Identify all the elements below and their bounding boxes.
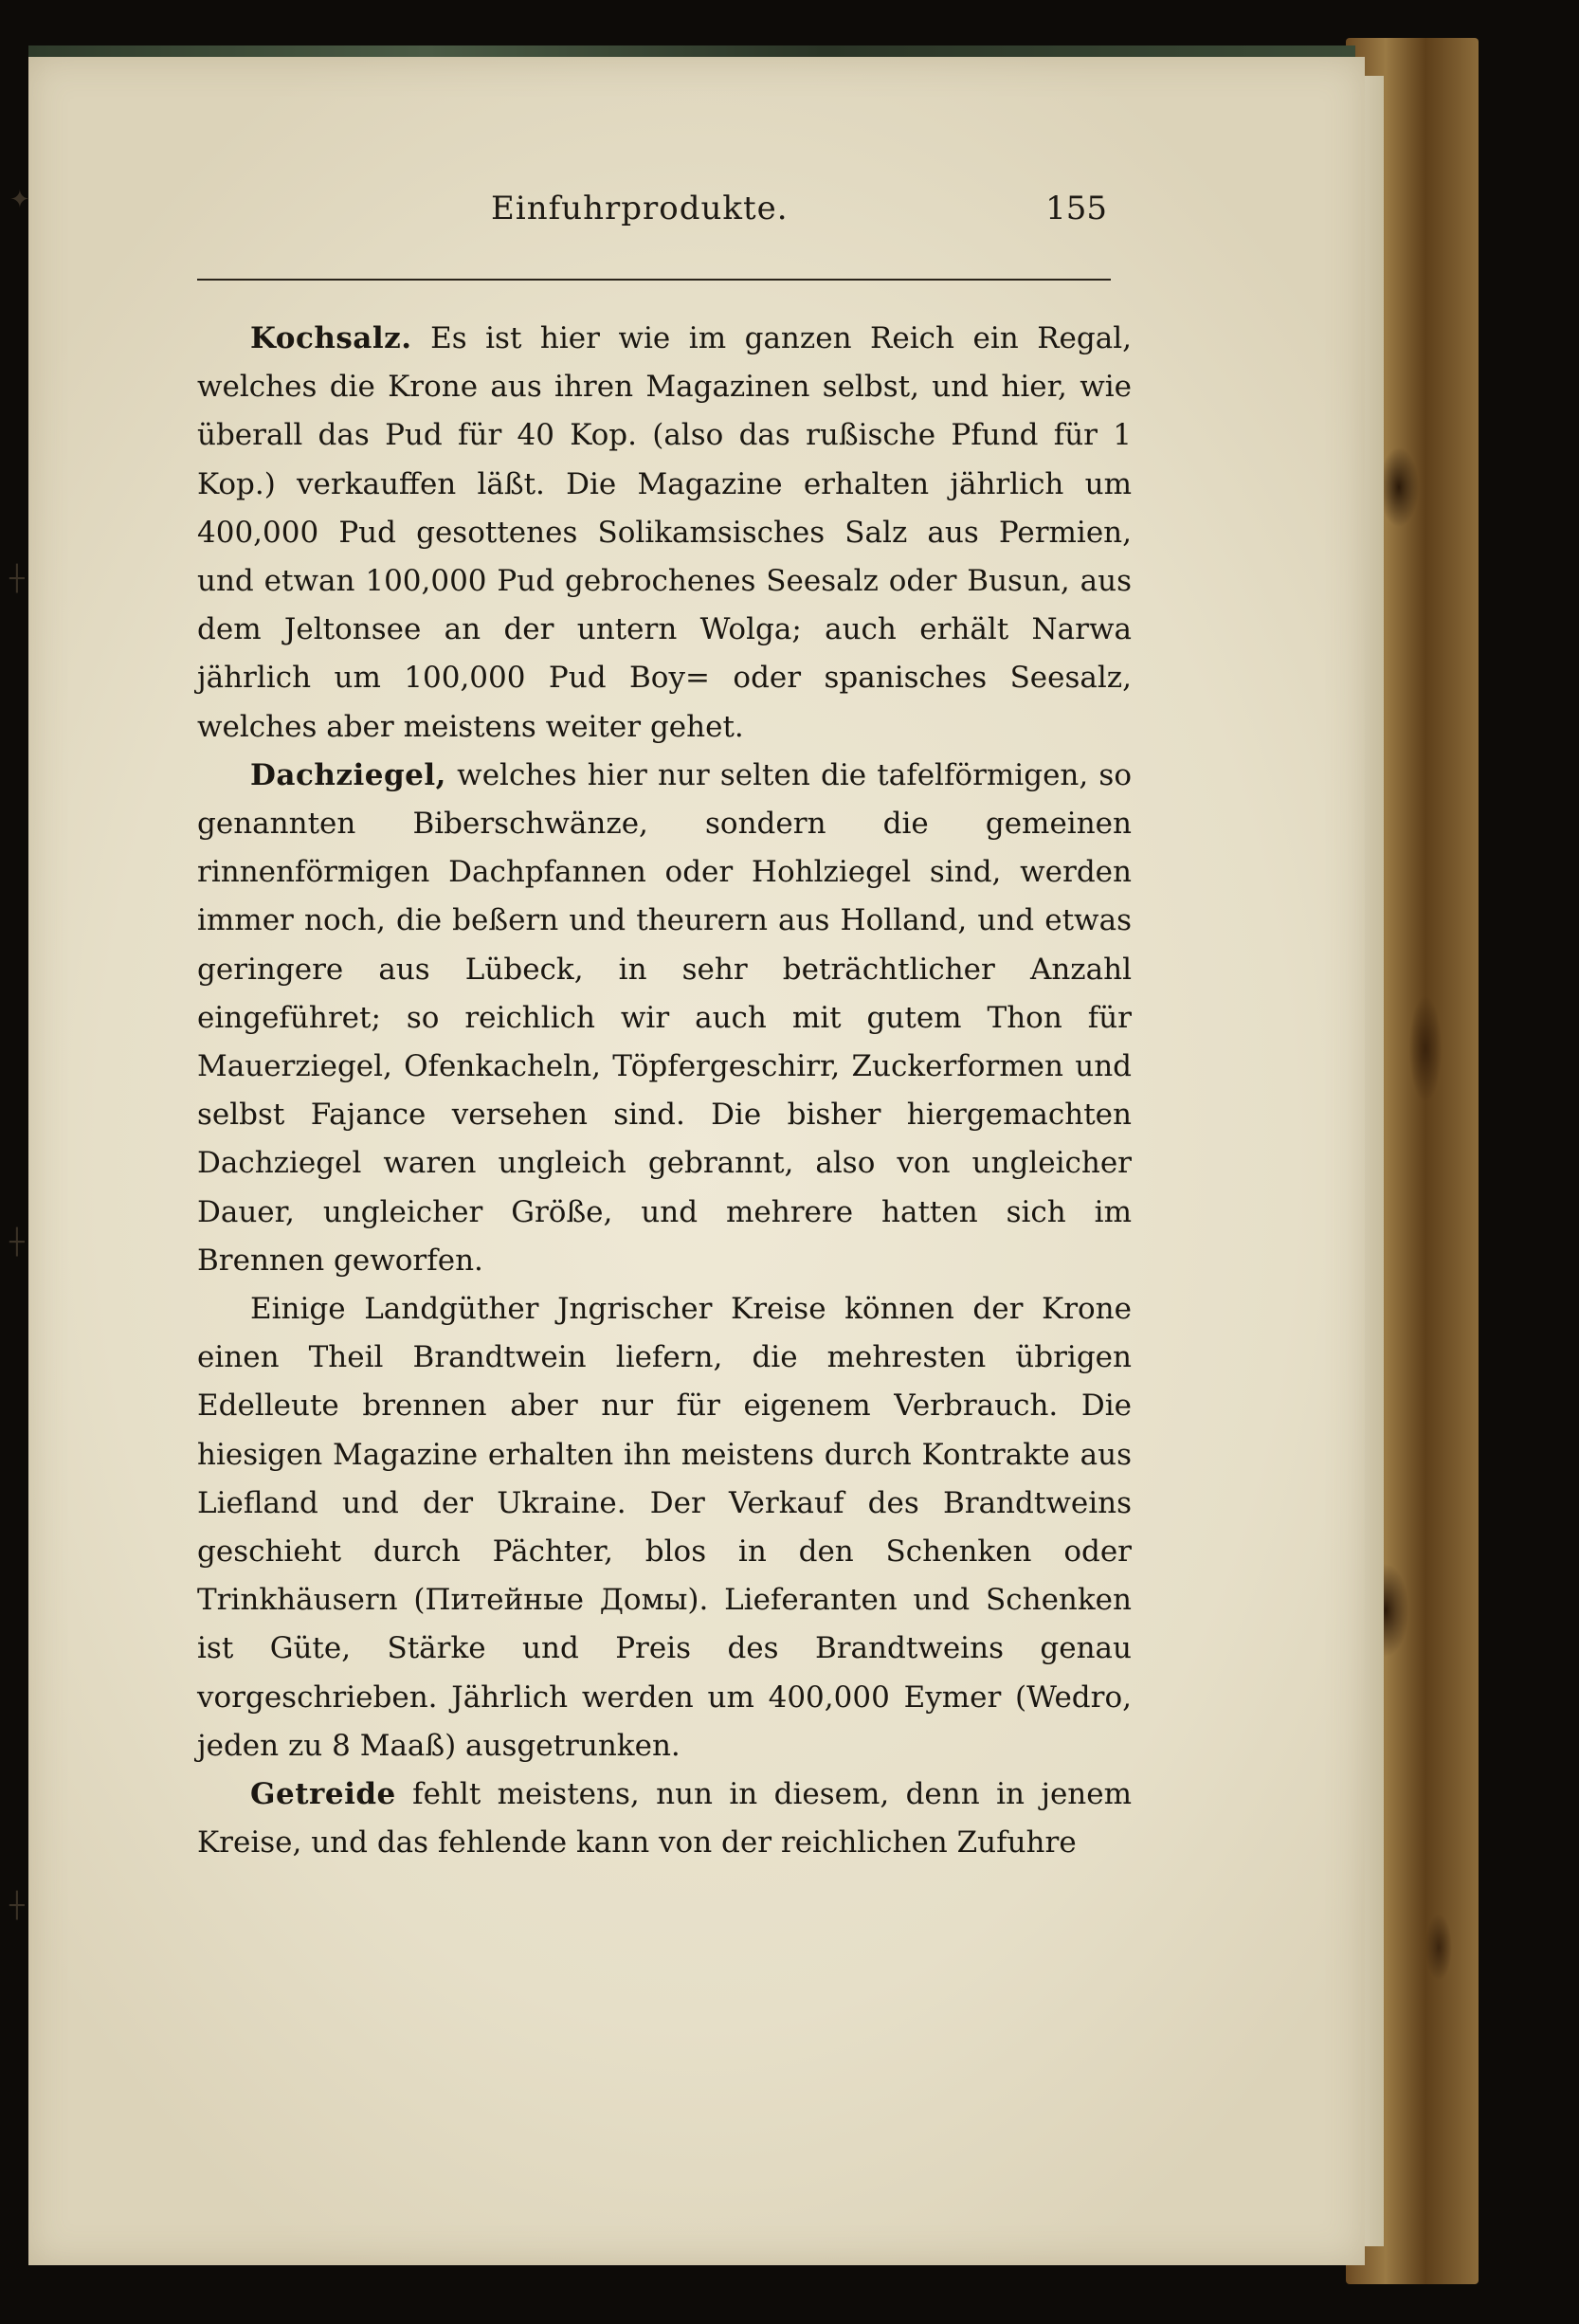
lead-term: Dachziegel, xyxy=(250,757,446,792)
margin-tick-mark: ┼ xyxy=(9,565,25,593)
margin-tick-mark: ┼ xyxy=(9,1228,25,1257)
paragraph-dachziegel xyxy=(197,752,1132,1285)
margin-tick-mark: ┼ xyxy=(9,1892,25,1920)
paragraph-text: Einige Landgüther Jngrischer Kreise können der Krone einen Theil Brandtwein liefern, die mehresten übrigen Edelleute brennen aber nur für eigenem Verbrauch. Die hiesigen Magazine erhalten ihn meistens durch Kontrakte aus Liefland und der Ukraine. Der Verkauf des Brandtweins geschieht durch Pächter, blos in den Schenken oder Trinkhäusern (Питейные Домы). Lieferanten und Schenken ist Güte, Stärke und Preis des Brandtweins genau vorgeschrieben. Jährlich werden um 400,000 Eymer (Wedro, jeden zu 8 Maaß) ausgetrunken. xyxy=(197,1292,1132,1763)
body-text xyxy=(197,315,1132,1868)
lead-term: Getreide xyxy=(250,1777,396,1812)
paragraph-text: fehlt meistens, nun in diesem, denn in jenem Kreise, und das fehlende kann von der reichlichen Zufuhre xyxy=(197,1777,1132,1861)
margin-tick-mark: ✦ xyxy=(9,186,30,214)
header-rule xyxy=(197,279,1111,281)
paragraph-text: welches hier nur selten die tafelförmigen, so genannten Biberschwänze, sondern die gemeinen rinnenförmigen Dachpfannen oder Hohlziegel sind, werden immer noch, die beßern und theurern aus Holland, und etwas geringere aus Lübeck, in sehr beträchtlicher Anzahl eingeführet; so reichlich wir auch mit gutem Thon für Mauerziegel, Ofenkacheln, Töpfergeschirr, Zuckerformen und selbst Fajance versehen sind. Die bisher hiergemachten Dachziegel waren ungleich gebrannt, also von ungleicher Dauer, ungleicher Größe, und mehrere hatten sich im Brennen geworfen. xyxy=(197,757,1132,1278)
lead-term: Kochsalz. xyxy=(250,321,412,355)
paragraph-getreide xyxy=(197,1770,1132,1867)
page-header xyxy=(197,190,1107,246)
running-head: Einfuhrprodukte. xyxy=(491,190,789,227)
page-number: 155 xyxy=(1045,190,1107,227)
paragraph-brandtwein xyxy=(197,1285,1132,1770)
paragraph-text: Es ist hier wie im ganzen Reich ein Regal, welches die Krone aus ihren Magazinen selbst, und hier, wie überall das Pud für 40 Kop. (also das rußische Pfund für 1 Kop.) verkauffen läßt. Die Magazine erhalten jährlich um 400,000 Pud gesottenes Solikamsisches Salz aus Permien, und etwan 100,000 Pud gebrochenes Seesalz oder Busun, aus dem Jeltonsee an der untern Wolga; auch erhält Narwa jährlich um 100,000 Pud Boy= oder spanisches Seesalz, welches aber meistens weiter gehet. xyxy=(197,321,1132,744)
paragraph-kochsalz xyxy=(197,315,1132,752)
